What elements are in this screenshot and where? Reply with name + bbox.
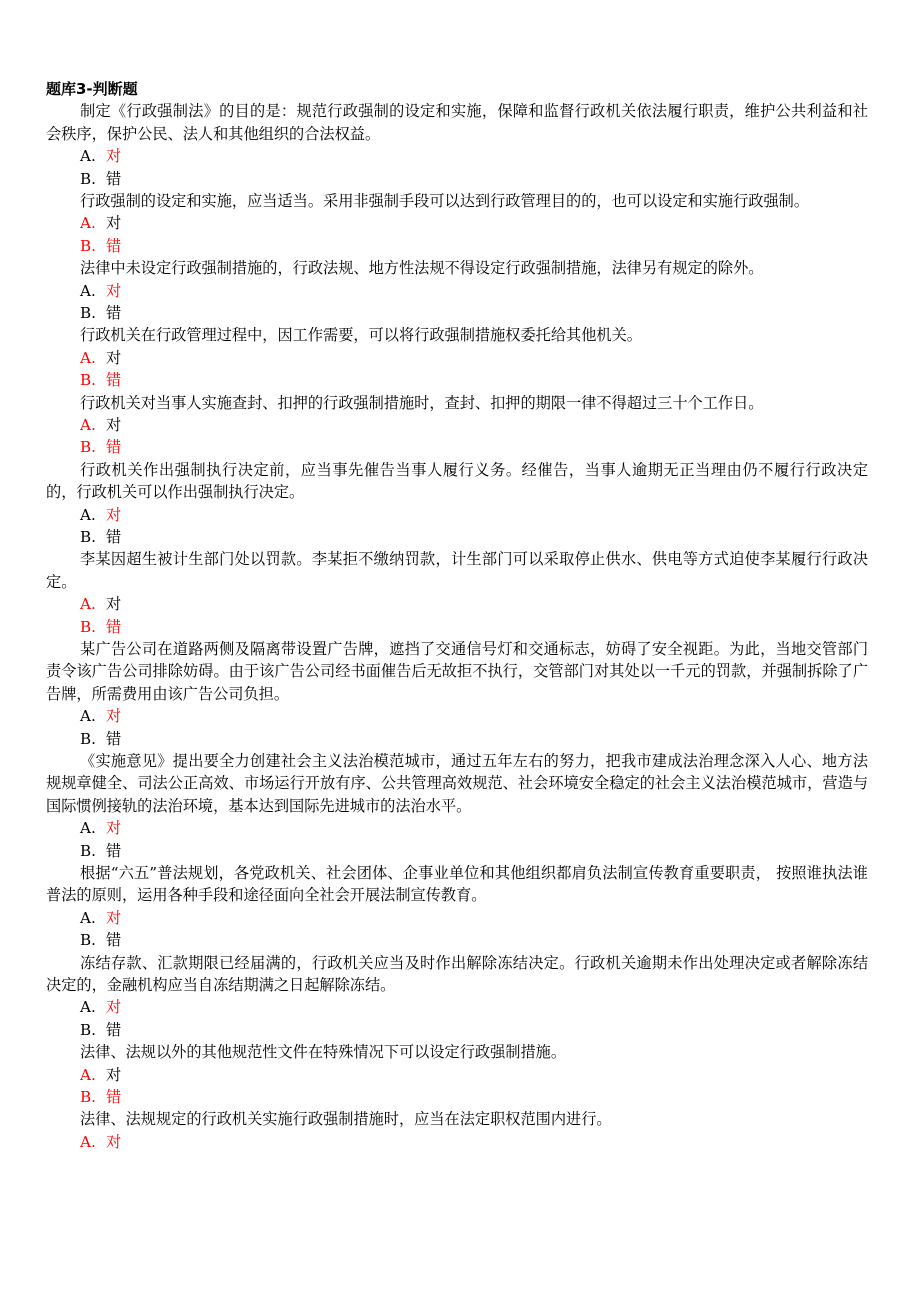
option-label: 对	[106, 819, 122, 838]
option-label: 对	[106, 1065, 122, 1084]
question-text: 《实施意见》提出要全力创建社会主义法治模范城市，通过五年左右的努力，把我市建成法治理念深入人心、地方法规规章健全、司法公正高效、市场运行开放有序、公共管理高效规范、社会环境安全稳定的社会主义法治模范城市，营造与国际惯例接轨的法治环境，基本达到国际先进城市的法治水平。	[46, 751, 868, 815]
question-text: 法律中未设定行政强制措施的，行政法规、地方性法规不得设定行政强制措施，法律另有规定的除外。	[80, 259, 764, 278]
answer-option	[46, 817, 868, 839]
option-letter: A.	[80, 1065, 96, 1084]
question-text: 法律、法规以外的其他规范性文件在特殊情况下可以设定行政强制措施。	[80, 1043, 566, 1062]
option-label: 对	[106, 281, 122, 300]
answer-option	[46, 728, 868, 750]
option-label: 错	[106, 841, 122, 860]
answer-option	[46, 616, 868, 638]
answer-option	[46, 168, 868, 190]
question-text: 某广告公司在道路两侧及隔离带设置广告牌，遮挡了交通信号灯和交通标志，妨碍了安全视距。为此，当地交管部门责令该广告公司排除妨碍。由于该广告公司经书面催告后无故拒不执行，交管部门对其处以一千元的罚款，并强制拆除了广告牌，所需费用由该广告公司负担。	[46, 639, 868, 703]
question-block	[46, 459, 868, 549]
option-label: 错	[106, 303, 122, 322]
option-label: 对	[106, 707, 122, 726]
option-letter: B.	[80, 303, 96, 322]
option-letter: B.	[80, 931, 96, 950]
question-block	[46, 862, 868, 952]
answer-option	[46, 840, 868, 862]
answer-option	[46, 145, 868, 167]
question-block	[46, 257, 868, 324]
option-letter: B.	[80, 169, 96, 188]
answer-option	[46, 929, 868, 951]
option-letter: A.	[80, 348, 96, 367]
option-label: 错	[106, 438, 122, 457]
option-label: 对	[106, 505, 122, 524]
option-label: 对	[106, 595, 122, 614]
document-page	[46, 78, 868, 1153]
option-label: 错	[106, 729, 122, 748]
question-block	[46, 1041, 868, 1108]
question-block	[46, 324, 868, 391]
question-text: 法律、法规规定的行政机关实施行政强制措施时，应当在法定职权范围内进行。	[80, 1110, 612, 1129]
option-letter: A.	[80, 214, 96, 233]
answer-option	[46, 907, 868, 929]
answer-option	[46, 436, 868, 458]
answer-option	[46, 280, 868, 302]
question-block	[46, 750, 868, 862]
question-text: 行政机关作出强制执行决定前，应当事先催告当事人履行义务。经催告，当事人逾期无正当理由仍不履行行政决定的，行政机关可以作出强制执行决定。	[46, 460, 868, 502]
answer-option	[46, 369, 868, 391]
option-letter: A.	[80, 908, 96, 927]
option-label: 错	[106, 371, 122, 390]
option-letter: A.	[80, 1132, 96, 1151]
option-label: 对	[106, 998, 122, 1017]
answer-option	[46, 347, 868, 369]
option-letter: A.	[80, 998, 96, 1017]
option-letter: A.	[80, 819, 96, 838]
answer-option	[46, 1019, 868, 1041]
answer-option	[46, 705, 868, 727]
answer-option	[46, 1064, 868, 1086]
question-block	[46, 392, 868, 459]
option-label: 错	[106, 169, 122, 188]
question-text: 冻结存款、汇款期限已经届满的，行政机关应当及时作出解除冻结决定。行政机关逾期未作出处理决定或者解除冻结决定的，金融机构应当自冻结期满之日起解除冻结。	[46, 953, 868, 994]
question-block	[46, 190, 868, 257]
option-label: 对	[106, 415, 122, 434]
option-letter: A.	[80, 595, 96, 614]
option-label: 错	[106, 931, 122, 950]
document-title: 题库3-判断题	[46, 80, 138, 98]
option-letter: B.	[80, 1087, 96, 1106]
option-letter: B.	[80, 729, 96, 748]
option-letter: B.	[80, 236, 96, 255]
question-text: 李某因超生被计生部门处以罚款。李某拒不缴纳罚款，计生部门可以采取停止供水、供电等方式迫使李某履行行政决定。	[46, 550, 868, 591]
question-text: 行政强制的设定和实施，应当适当。采用非强制手段可以达到行政管理目的的，也可以设定和实施行政强制。	[80, 191, 809, 210]
option-label: 对	[106, 147, 122, 166]
option-label: 对	[106, 1132, 122, 1151]
answer-option	[46, 414, 868, 436]
option-letter: A.	[80, 707, 96, 726]
answer-option	[46, 1131, 868, 1153]
option-label: 对	[106, 348, 122, 367]
option-label: 错	[106, 527, 122, 546]
answer-option	[46, 593, 868, 615]
question-block	[46, 548, 868, 638]
option-label: 错	[106, 236, 122, 255]
answer-option	[46, 504, 868, 526]
option-letter: A.	[80, 415, 96, 434]
option-letter: B.	[80, 438, 96, 457]
answer-option	[46, 302, 868, 324]
option-letter: B.	[80, 371, 96, 390]
question-text: 根据“六五”普法规划，各党政机关、社会团体、企事业单位和其他组织都肩负法制宣传教育重要职责， 按照谁执法谁普法的原则，运用各种手段和途径面向全社会开展法制宣传教育。	[46, 863, 868, 905]
option-label: 对	[106, 908, 122, 927]
question-block	[46, 100, 868, 190]
option-letter: B.	[80, 617, 96, 636]
option-label: 错	[106, 617, 122, 636]
answer-option	[46, 526, 868, 548]
option-letter: A.	[80, 281, 96, 300]
option-label: 错	[106, 1020, 122, 1039]
question-text: 制定《行政强制法》的目的是：规范行政强制的设定和实施，保障和监督行政机关依法履行职责，维护公共利益和社会秩序，保护公民、法人和其他组织的合法权益。	[46, 102, 868, 143]
question-text: 行政机关在行政管理过程中，因工作需要，可以将行政强制措施权委托给其他机关。	[80, 326, 642, 345]
question-block	[46, 952, 868, 1042]
option-label: 对	[106, 214, 122, 233]
question-block	[46, 638, 868, 750]
option-letter: B.	[80, 527, 96, 546]
question-text: 行政机关对当事人实施查封、扣押的行政强制措施时，查封、扣押的期限一律不得超过三十个工作日。	[80, 393, 764, 412]
option-letter: A.	[80, 505, 96, 524]
question-list	[46, 100, 868, 1153]
option-label: 错	[106, 1087, 122, 1106]
option-letter: B.	[80, 841, 96, 860]
answer-option	[46, 1086, 868, 1108]
option-letter: B.	[80, 1020, 96, 1039]
answer-option	[46, 212, 868, 234]
answer-option	[46, 235, 868, 257]
answer-option	[46, 996, 868, 1018]
question-block	[46, 1108, 868, 1153]
option-letter: A.	[80, 147, 96, 166]
